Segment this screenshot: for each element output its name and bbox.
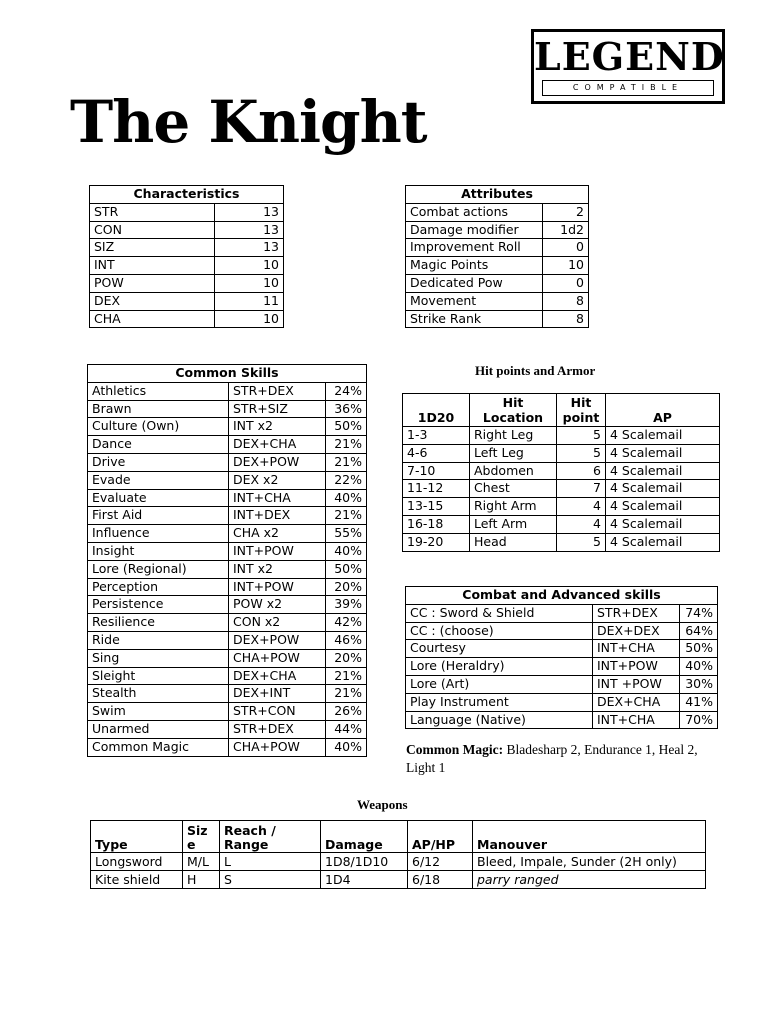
weapon-reach: L xyxy=(220,853,321,871)
skill-row xyxy=(88,542,367,560)
skill-name: Evade xyxy=(88,471,229,489)
hit-location-row xyxy=(403,480,720,498)
adv-skill-value: 64% xyxy=(680,622,718,640)
skill-value: 21% xyxy=(326,685,367,703)
skill-formula: DEX x2 xyxy=(229,471,326,489)
advanced-skill-row xyxy=(406,711,718,729)
hp-location: Chest xyxy=(470,480,557,498)
skill-row xyxy=(88,631,367,649)
skill-row xyxy=(88,578,367,596)
weapon-size: H xyxy=(183,871,220,889)
hp-points: 6 xyxy=(557,462,606,480)
hp-points: 5 xyxy=(557,533,606,551)
characteristic-row xyxy=(90,239,284,257)
logo-word: LEGEND xyxy=(534,34,725,79)
skill-formula: DEX+CHA xyxy=(229,667,326,685)
hp-roll: 19-20 xyxy=(403,533,470,551)
advanced-skills-header: Combat and Advanced skills xyxy=(406,587,718,605)
skill-value: 39% xyxy=(326,596,367,614)
hp-col-points: Hit point xyxy=(557,394,606,427)
skill-name: Lore (Regional) xyxy=(88,560,229,578)
characteristic-name: SIZ xyxy=(90,239,215,257)
adv-skill-formula: INT+CHA xyxy=(593,640,680,658)
page-title: The Knight xyxy=(70,88,427,156)
characteristic-name: CON xyxy=(90,221,215,239)
skill-value: 40% xyxy=(326,542,367,560)
common-magic-text: Bladesharp 2, Endurance 1, Heal 2, Light 1 xyxy=(406,742,698,775)
skill-row xyxy=(88,685,367,703)
hp-location: Right Leg xyxy=(470,427,557,445)
skill-formula: STR+SIZ xyxy=(229,400,326,418)
advanced-skill-row xyxy=(406,640,718,658)
weapon-manouver: parry ranged xyxy=(473,871,706,889)
characteristic-row xyxy=(90,221,284,239)
weapon-col-damage: Damage xyxy=(321,821,408,853)
hp-armor: 4 Scalemail xyxy=(606,515,720,533)
weapon-damage: 1D8/1D10 xyxy=(321,853,408,871)
adv-skill-value: 50% xyxy=(680,640,718,658)
hp-location: Left Arm xyxy=(470,515,557,533)
advanced-skill-row xyxy=(406,693,718,711)
skill-name: Common Magic xyxy=(88,738,229,756)
skill-name: Swim xyxy=(88,703,229,721)
characteristic-value: 10 xyxy=(215,310,284,328)
skill-value: 26% xyxy=(326,703,367,721)
adv-skill-name: Language (Native) xyxy=(406,711,593,729)
skill-row xyxy=(88,649,367,667)
characteristics-header: Characteristics xyxy=(90,186,284,204)
hp-points: 7 xyxy=(557,480,606,498)
weapon-col-aphp: AP/HP xyxy=(408,821,473,853)
advanced-skill-row xyxy=(406,622,718,640)
hit-location-row xyxy=(403,427,720,445)
hp-points: 4 xyxy=(557,498,606,516)
hit-location-row xyxy=(403,533,720,551)
characteristic-name: CHA xyxy=(90,310,215,328)
weapon-row xyxy=(91,853,706,871)
common-magic xyxy=(406,741,706,777)
adv-skill-formula: DEX+DEX xyxy=(593,622,680,640)
skill-formula: INT+CHA xyxy=(229,489,326,507)
characteristic-name: INT xyxy=(90,257,215,275)
attribute-value: 10 xyxy=(543,257,589,275)
adv-skill-formula: STR+DEX xyxy=(593,604,680,622)
attribute-row xyxy=(406,257,589,275)
weapon-col-manouver: Manouver xyxy=(473,821,706,853)
adv-skill-value: 70% xyxy=(680,711,718,729)
weapon-size: M/L xyxy=(183,853,220,871)
hp-roll: 13-15 xyxy=(403,498,470,516)
skill-row xyxy=(88,560,367,578)
skill-row xyxy=(88,667,367,685)
adv-skill-formula: INT +POW xyxy=(593,675,680,693)
weapon-aphp: 6/12 xyxy=(408,853,473,871)
skill-formula: DEX+POW xyxy=(229,631,326,649)
weapon-col-type: Type xyxy=(91,821,183,853)
attribute-name: Combat actions xyxy=(406,203,543,221)
adv-skill-formula: DEX+CHA xyxy=(593,693,680,711)
characteristic-value: 13 xyxy=(215,239,284,257)
legend-logo xyxy=(531,29,725,104)
skill-value: 20% xyxy=(326,578,367,596)
hp-roll: 1-3 xyxy=(403,427,470,445)
adv-skill-name: Courtesy xyxy=(406,640,593,658)
hp-roll: 11-12 xyxy=(403,480,470,498)
weapon-row xyxy=(91,871,706,889)
skill-formula: CHA x2 xyxy=(229,525,326,543)
hp-location: Left Leg xyxy=(470,444,557,462)
adv-skill-name: CC : (choose) xyxy=(406,622,593,640)
skill-formula: INT+POW xyxy=(229,542,326,560)
skill-value: 22% xyxy=(326,471,367,489)
skill-formula: POW x2 xyxy=(229,596,326,614)
skill-name: Athletics xyxy=(88,382,229,400)
hp-armor: 4 Scalemail xyxy=(606,427,720,445)
hit-location-row xyxy=(403,498,720,516)
hit-location-row xyxy=(403,515,720,533)
skill-row xyxy=(88,489,367,507)
skill-formula: INT+POW xyxy=(229,578,326,596)
skill-name: Influence xyxy=(88,525,229,543)
characteristic-row xyxy=(90,310,284,328)
weapon-manouver: Bleed, Impale, Sunder (2H only) xyxy=(473,853,706,871)
hp-roll: 16-18 xyxy=(403,515,470,533)
attribute-value: 0 xyxy=(543,239,589,257)
attribute-row xyxy=(406,221,589,239)
skill-formula: STR+DEX xyxy=(229,382,326,400)
attribute-row xyxy=(406,274,589,292)
skill-name: Dance xyxy=(88,436,229,454)
skill-value: 50% xyxy=(326,418,367,436)
hp-location: Abdomen xyxy=(470,462,557,480)
skill-formula: INT x2 xyxy=(229,418,326,436)
hp-armor: 4 Scalemail xyxy=(606,444,720,462)
skill-row xyxy=(88,738,367,756)
characteristic-name: POW xyxy=(90,274,215,292)
characteristics-table xyxy=(89,185,284,328)
attribute-row xyxy=(406,239,589,257)
skill-name: Culture (Own) xyxy=(88,418,229,436)
skill-row xyxy=(88,418,367,436)
skill-row xyxy=(88,703,367,721)
characteristic-row xyxy=(90,274,284,292)
skill-formula: DEX+CHA xyxy=(229,436,326,454)
weapon-aphp: 6/18 xyxy=(408,871,473,889)
hp-armor: 4 Scalemail xyxy=(606,462,720,480)
skill-name: Evaluate xyxy=(88,489,229,507)
attribute-value: 1d2 xyxy=(543,221,589,239)
skill-name: Perception xyxy=(88,578,229,596)
adv-skill-formula: INT+POW xyxy=(593,658,680,676)
characteristic-row xyxy=(90,203,284,221)
skill-name: Resilience xyxy=(88,614,229,632)
hp-col-1d20: 1D20 xyxy=(403,394,470,427)
adv-skill-name: Play Instrument xyxy=(406,693,593,711)
attribute-name: Magic Points xyxy=(406,257,543,275)
skill-name: Unarmed xyxy=(88,720,229,738)
hit-location-row xyxy=(403,444,720,462)
skill-name: Ride xyxy=(88,631,229,649)
hp-col-ap: AP xyxy=(606,394,720,427)
skill-value: 21% xyxy=(326,453,367,471)
weapon-reach: S xyxy=(220,871,321,889)
weapon-type: Kite shield xyxy=(91,871,183,889)
weapon-damage: 1D4 xyxy=(321,871,408,889)
hp-armor: 4 Scalemail xyxy=(606,533,720,551)
adv-skill-name: CC : Sword & Shield xyxy=(406,604,593,622)
adv-skill-name: Lore (Heraldry) xyxy=(406,658,593,676)
skill-name: Insight xyxy=(88,542,229,560)
hp-points: 5 xyxy=(557,427,606,445)
skill-value: 21% xyxy=(326,667,367,685)
skill-value: 55% xyxy=(326,525,367,543)
hp-location: Head xyxy=(470,533,557,551)
attribute-name: Strike Rank xyxy=(406,310,543,328)
skill-formula: CHA+POW xyxy=(229,649,326,667)
weapon-col-reach: Reach / Range xyxy=(220,821,321,853)
adv-skill-value: 40% xyxy=(680,658,718,676)
skill-value: 50% xyxy=(326,560,367,578)
advanced-skill-row xyxy=(406,604,718,622)
skill-value: 20% xyxy=(326,649,367,667)
skill-row xyxy=(88,525,367,543)
hit-location-row xyxy=(403,462,720,480)
characteristic-value: 13 xyxy=(215,221,284,239)
skill-formula: STR+DEX xyxy=(229,720,326,738)
skill-formula: CHA+POW xyxy=(229,738,326,756)
advanced-skills-table xyxy=(405,586,718,729)
attributes-table xyxy=(405,185,589,328)
adv-skill-name: Lore (Art) xyxy=(406,675,593,693)
skill-row xyxy=(88,382,367,400)
skill-name: Persistence xyxy=(88,596,229,614)
common-skills-header: Common Skills xyxy=(88,365,367,383)
adv-skill-value: 30% xyxy=(680,675,718,693)
attribute-row xyxy=(406,310,589,328)
skill-row xyxy=(88,453,367,471)
skill-row xyxy=(88,596,367,614)
characteristic-row xyxy=(90,257,284,275)
hp-armor: 4 Scalemail xyxy=(606,480,720,498)
skill-name: Sing xyxy=(88,649,229,667)
attribute-value: 8 xyxy=(543,310,589,328)
adv-skill-value: 41% xyxy=(680,693,718,711)
weapons-caption: Weapons xyxy=(357,797,408,812)
characteristic-row xyxy=(90,292,284,310)
skill-value: 44% xyxy=(326,720,367,738)
hp-col-location: Hit Location xyxy=(470,394,557,427)
advanced-skill-row xyxy=(406,658,718,676)
characteristic-name: STR xyxy=(90,203,215,221)
attribute-value: 0 xyxy=(543,274,589,292)
skill-value: 46% xyxy=(326,631,367,649)
attribute-value: 8 xyxy=(543,292,589,310)
hit-points-table xyxy=(402,393,720,552)
hp-armor: 4 Scalemail xyxy=(606,498,720,516)
characteristic-value: 10 xyxy=(215,257,284,275)
hp-roll: 7-10 xyxy=(403,462,470,480)
skill-value: 40% xyxy=(326,489,367,507)
attribute-name: Improvement Roll xyxy=(406,239,543,257)
skill-row xyxy=(88,507,367,525)
weapon-col-size: Size xyxy=(183,821,220,853)
skill-formula: DEX+INT xyxy=(229,685,326,703)
characteristic-value: 13 xyxy=(215,203,284,221)
skill-formula: STR+CON xyxy=(229,703,326,721)
weapons-table xyxy=(90,820,706,889)
skill-formula: DEX+POW xyxy=(229,453,326,471)
hp-location: Right Arm xyxy=(470,498,557,516)
skill-name: Stealth xyxy=(88,685,229,703)
skill-value: 36% xyxy=(326,400,367,418)
skill-formula: CON x2 xyxy=(229,614,326,632)
common-skills-table xyxy=(87,364,367,757)
characteristic-name: DEX xyxy=(90,292,215,310)
hp-points: 4 xyxy=(557,515,606,533)
advanced-skill-row xyxy=(406,675,718,693)
skill-row xyxy=(88,720,367,738)
skill-value: 42% xyxy=(326,614,367,632)
skill-row xyxy=(88,614,367,632)
skill-value: 21% xyxy=(326,436,367,454)
characteristic-value: 10 xyxy=(215,274,284,292)
adv-skill-formula: INT+CHA xyxy=(593,711,680,729)
common-magic-label: Common Magic: xyxy=(406,742,504,757)
hit-points-caption: Hit points and Armor xyxy=(475,363,596,378)
skill-row xyxy=(88,471,367,489)
attributes-header: Attributes xyxy=(406,186,589,204)
characteristic-value: 11 xyxy=(215,292,284,310)
skill-row xyxy=(88,436,367,454)
skill-value: 40% xyxy=(326,738,367,756)
attribute-row xyxy=(406,203,589,221)
skill-formula: INT+DEX xyxy=(229,507,326,525)
skill-name: First Aid xyxy=(88,507,229,525)
hp-points: 5 xyxy=(557,444,606,462)
attribute-value: 2 xyxy=(543,203,589,221)
attribute-row xyxy=(406,292,589,310)
skill-value: 24% xyxy=(326,382,367,400)
attribute-name: Dedicated Pow xyxy=(406,274,543,292)
logo-subtitle: COMPATIBLE xyxy=(542,80,714,96)
adv-skill-value: 74% xyxy=(680,604,718,622)
skill-name: Sleight xyxy=(88,667,229,685)
attribute-name: Movement xyxy=(406,292,543,310)
skill-row xyxy=(88,400,367,418)
skill-formula: INT x2 xyxy=(229,560,326,578)
weapon-type: Longsword xyxy=(91,853,183,871)
skill-value: 21% xyxy=(326,507,367,525)
skill-name: Drive xyxy=(88,453,229,471)
skill-name: Brawn xyxy=(88,400,229,418)
attribute-name: Damage modifier xyxy=(406,221,543,239)
hp-roll: 4-6 xyxy=(403,444,470,462)
